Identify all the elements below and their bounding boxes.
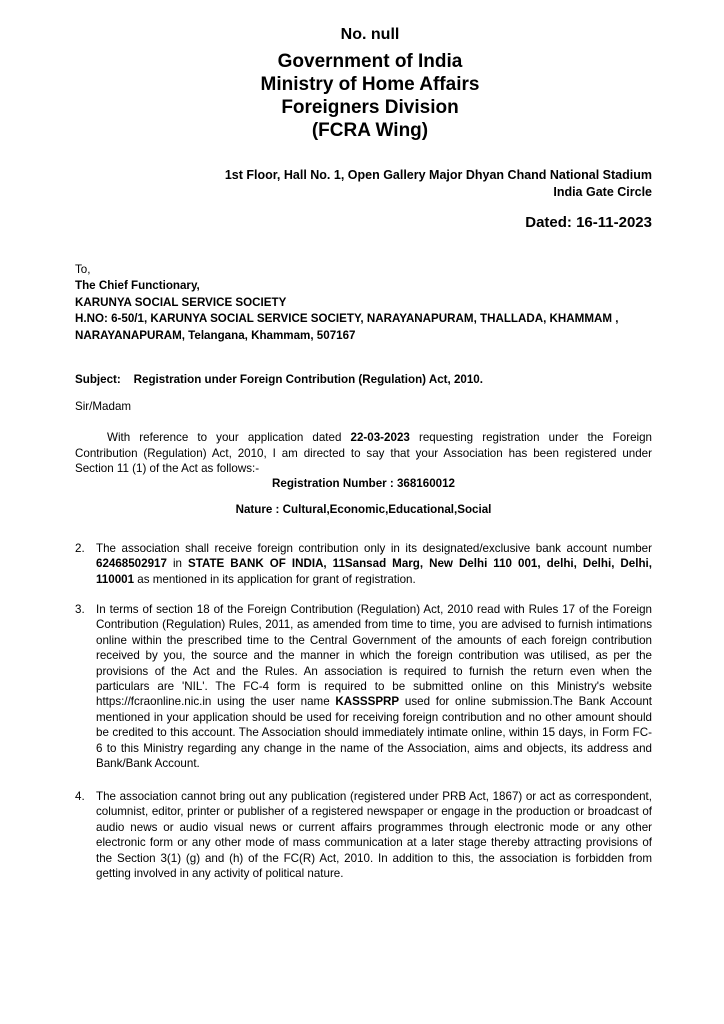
fcra-username: KASSSPRP <box>335 695 400 709</box>
clause-2-text-2: in <box>166 557 188 571</box>
clause-number: 3. <box>75 603 85 616</box>
header-wing: (FCRA Wing) <box>311 120 429 141</box>
letter-number: No. null <box>340 26 400 43</box>
clause-number: 2. <box>75 542 85 555</box>
clause-3 <box>75 602 652 771</box>
clause-4 <box>75 789 652 881</box>
clause-2 <box>75 541 652 587</box>
clause-2-text-3: as mentioned in its application for grant of registration. <box>134 572 416 586</box>
intro-text-1: With reference to your application dated <box>107 431 351 444</box>
recipient-address-line1: H.NO: 6-50/1, KARUNYA SOCIAL SERVICE SOCIETY, NARAYANAPURAM, THALLADA, KHAMMAM , <box>75 312 619 326</box>
clause-3-text-1: In terms of section 18 of the Foreign Contribution (Regulation) Act, 2010 read with Rules 17 of the Foreign Contribution (Regulation) Rules, 2011, as amended from time to time, you are advised to furnish intimations online within the prescribed time to the Central Government of the amounts of each foreign contribution received by you, the source and the manner in which the foreign contribution was utilised, as per the provisions of the Act and the Rules. An association is required to furnish the return even when the particulars are 'NIL'. The FC-4 form is required to be submitted online on this Ministry's website https://fcraonline.nic.in using the user name <box>96 603 652 709</box>
recipient-title: The Chief Functionary, <box>75 279 200 293</box>
subject-text: Registration under Foreign Contribution (Regulation) Act, 2010. <box>133 373 483 386</box>
nature-line <box>75 503 652 516</box>
bank-account-number: 62468502917 <box>96 557 167 571</box>
intro-text-2: requesting registration under the Foreign Contribution (Regulation) Act, 2010, I am directed to say that your Association has been registered under Section 11 (1) of the Act as follows:- <box>75 431 652 476</box>
intro-paragraph <box>75 430 652 477</box>
recipient-to: To, <box>75 263 91 276</box>
bank-name-address: STATE BANK OF INDIA, 11Sansad Marg, New Delhi 110 001, delhi, Delhi, Delhi, 110001 <box>96 557 652 586</box>
header-government: Government of India <box>277 51 463 72</box>
office-address-line1: 1st Floor, Hall No. 1, Open Gallery Major Dhyan Chand National Stadium <box>224 168 652 182</box>
registration-number-line <box>75 477 652 490</box>
clause-3-text-2: used for online submission.The Bank Account mentioned in your application should be used for receiving foreign contribution and no other amount should be credited to this account. The Association should immediately intimate online, within 15 days, in Form FC-6 to this Ministry regarding any change in the name of the Association, aims and objects, its address and Bank/Bank Account. <box>96 695 652 771</box>
salutation: Sir/Madam <box>75 400 132 413</box>
subject-label: Subject: <box>75 373 121 386</box>
registration-number: 368160012 <box>396 477 455 490</box>
recipient-address-line2: NARAYANAPURAM, Telangana, Khammam, 507167 <box>75 328 356 342</box>
clause-2-text-1: The association shall receive foreign contribution only in its designated/exclusive bank account number <box>96 542 652 555</box>
clause-4-text: The association cannot bring out any publication (registered under PRB Act, 1867) or act as correspondent, columnist, editor, printer or publisher of a registered newspaper or engage in the production or broadcast of audio news or audio visual news or current affairs programmes through electronic mode or any other electronic form or any other mode of mass communication at a later stage thereby attracting provisions of the Section 3(1) (g) and (h) of the FC(R) Act, 2010. In addition to this, the association is forbidden from getting involved in any activity of political nature. <box>96 790 652 881</box>
office-address-line2: India Gate Circle <box>553 185 652 199</box>
letter-date: Dated: 16-11-2023 <box>525 214 652 231</box>
application-date: 22-03-2023 <box>350 431 410 444</box>
header-ministry: Ministry of Home Affairs <box>260 74 480 95</box>
nature-value: Cultural,Economic,Educational,Social <box>282 503 492 516</box>
recipient-block <box>75 262 652 344</box>
header-division: Foreigners Division <box>281 97 459 118</box>
nature-label: Nature : <box>235 503 283 516</box>
registration-number-label: Registration Number : <box>272 477 397 490</box>
subject-line <box>75 372 652 388</box>
recipient-organization: KARUNYA SOCIAL SERVICE SOCIETY <box>75 295 287 309</box>
clause-number: 4. <box>75 790 85 803</box>
